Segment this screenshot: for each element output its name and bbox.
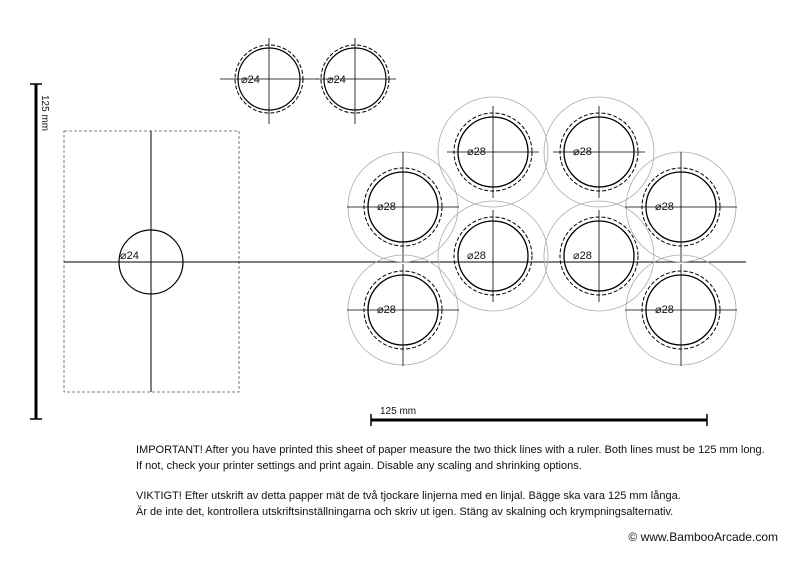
button-hole-24 [316, 38, 396, 124]
instructions-swedish-line1: VIKTIGT! Efter utskrift av detta papper mät de två tjockare linjerna med en linjal. Bägge ska vara 125 mm långa. [136, 490, 681, 502]
button-hole-label: ⌀28 [573, 250, 592, 262]
button-hole-28 [347, 255, 459, 366]
vertical-ruler-label: 125 mm [39, 95, 50, 132]
instructions-english-line1: IMPORTANT! After you have printed this sheet of paper measure the two thick lines with a ruler. Both lines must be 125 mm long. [136, 444, 765, 456]
button-hole-28 [438, 97, 548, 207]
instructions-english-line2: If not, check your printer settings and print again. Disable any scaling and shrinking options. [136, 459, 582, 472]
button-hole-label: ⌀28 [573, 146, 592, 158]
button-hole-label: ⌀28 [467, 146, 486, 158]
button-hole-label: ⌀24 [120, 250, 139, 262]
button-hole-label: ⌀28 [377, 304, 396, 316]
button-hole-24 [220, 38, 318, 124]
button-hole-28 [625, 255, 737, 366]
button-hole-label: ⌀28 [467, 250, 486, 262]
copyright-notice: © www.BambooArcade.com [628, 530, 778, 544]
button-hole-label: ⌀24 [241, 74, 260, 86]
button-hole-28 [544, 97, 654, 207]
button-hole-28 [438, 201, 548, 311]
button-hole-28 [347, 152, 459, 262]
button-hole-28 [625, 152, 737, 262]
button-hole-label: ⌀28 [655, 201, 674, 213]
horizontal-ruler-label: 125 mm [380, 406, 417, 417]
print-instructions [136, 443, 776, 520]
button-hole-label: ⌀28 [377, 201, 396, 213]
button-hole-28 [544, 201, 654, 311]
button-hole-label: ⌀24 [327, 74, 346, 86]
button-hole-label: ⌀28 [655, 304, 674, 316]
instructions-swedish-line2: Är de inte det, kontrollera utskriftsinställningarna och skriv ut igen. Stäng av skalning och krympningsalternativ. [136, 505, 674, 518]
vertical-ruler [30, 84, 50, 419]
horizontal-ruler [371, 406, 707, 426]
